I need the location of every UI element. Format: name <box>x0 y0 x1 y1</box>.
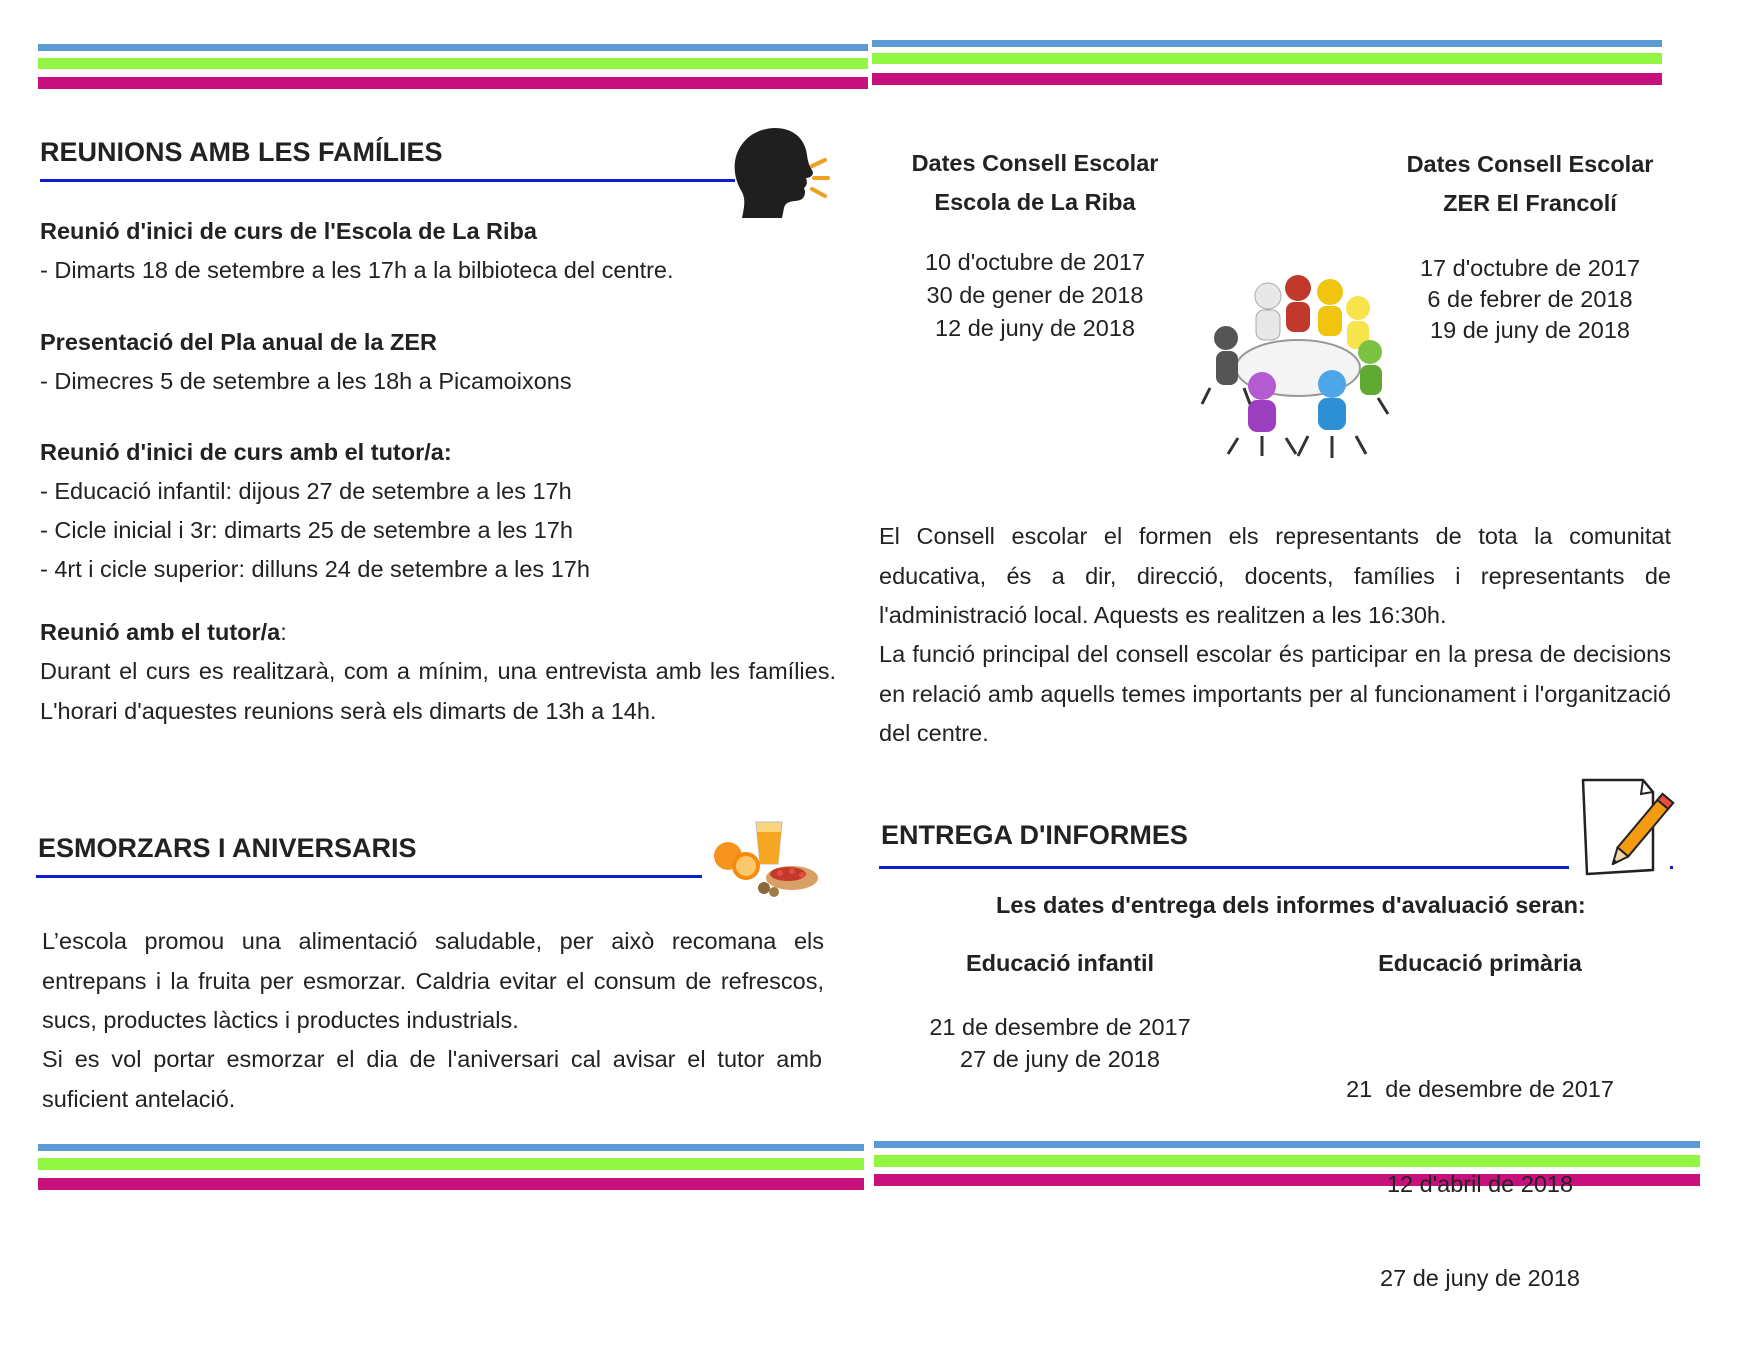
informes-infantil-date-1: 21 de desembre de 2017 <box>929 1014 1191 1040</box>
informes-title-rule-end <box>1670 866 1673 869</box>
consell-right-title-1: Dates Consell Escolar <box>1406 151 1654 177</box>
breakfast-food-icon <box>712 818 822 898</box>
paper-pencil-icon <box>1575 776 1669 876</box>
reunions-item-3-line-1: - Educació infantil: dijous 27 de setembre a les 17h <box>40 478 572 504</box>
consell-right-dates <box>1385 253 1675 346</box>
consell-right-title-2: ZER El Francolí <box>1443 190 1617 216</box>
consell-left-title-2: Escola de La Riba <box>934 189 1136 215</box>
informes-title: ENTREGA D'INFORMES <box>881 820 1188 850</box>
reunions-item-3-heading: Reunió d'inici de curs amb el tutor/a: <box>40 439 452 465</box>
informes-infantil-block <box>900 944 1220 1075</box>
consell-left-dates <box>880 246 1190 345</box>
reunions-title-rule <box>40 179 735 182</box>
informes-intro: Les dates d'entrega dels informes d'avaluació seran: <box>996 892 1586 918</box>
reunions-item-1-heading: Reunió d'inici de curs de l'Escola de La Riba <box>40 218 537 244</box>
consell-right-date-3: 19 de juny de 2018 <box>1430 317 1630 343</box>
reunions-item-3-line-3: - 4rt i cicle superior: dilluns 24 de setembre a les 17h <box>40 556 590 582</box>
tutor-heading-label: Reunió amb el tutor/a <box>40 619 281 645</box>
reunions-item-2-heading: Presentació del Pla anual de la ZER <box>40 329 438 355</box>
consell-left-block <box>880 144 1190 345</box>
esmorzars-paragraph-1: L’escola promou una alimentació saludable, per això recomana els entrepans i la fruita per esmorzar. Caldria evitar el consum de refrescos, sucs, productes làctics i productes industrials. <box>42 928 824 1033</box>
informes-infantil-title: Educació infantil <box>965 950 1155 976</box>
informes-primaria-dates <box>1320 1011 1640 1358</box>
consell-left-date-1: 10 d'octubre de 2017 <box>924 249 1146 275</box>
consell-right-block <box>1385 145 1675 346</box>
informes-title-rule <box>879 866 1569 869</box>
tutor-text: Durant el curs es realitzarà, com a mínim, una entrevista amb les famílies. L'horari d'aquestes reunions serà els dimarts de 13h a 14h. <box>40 658 836 724</box>
reunions-item-2-line-1: - Dimecres 5 de setembre a les 18h a Picamoixons <box>40 368 572 394</box>
tutor-heading-colon: : <box>280 619 287 645</box>
consell-left-title-1: Dates Consell Escolar <box>911 150 1159 176</box>
informes-primaria-date-2: 12 d'abril de 2018 <box>1386 1170 1574 1197</box>
consell-paragraph-1: El Consell escolar el formen els representants de tota la comunitat educativa, és a dir, direcció, docents, famílies i representants de l'administració local. Aquests es realitzen a les 16:30h. <box>879 523 1671 628</box>
reunions-title: REUNIONS AMB LES FAMÍLIES <box>40 137 443 167</box>
informes-infantil-dates <box>900 1011 1220 1075</box>
informes-primaria-block <box>1320 944 1640 1358</box>
informes-primaria-date-3: 27 de juny de 2018 <box>1380 1265 1580 1291</box>
consell-right-date-2: 6 de febrer de 2018 <box>1427 286 1633 312</box>
informes-primaria-date-1: 21 de desembre de 2017 <box>1346 1076 1614 1102</box>
reunions-item-1-line-1: - Dimarts 18 de setembre a les 17h a la bilbioteca del centre. <box>40 257 674 283</box>
informes-primaria-title: Educació primària <box>1378 950 1582 976</box>
esmorzars-title-rule <box>36 875 702 878</box>
esmorzars-paragraph-2: Si es vol portar esmorzar el dia de l'aniversari cal avisar el tutor amb suficient antelació. <box>42 1046 822 1112</box>
esmorzars-title: ESMORZARS I ANIVERSARIS <box>38 833 417 863</box>
consell-right-date-1: 17 d'octubre de 2017 <box>1419 255 1641 281</box>
tutor-heading <box>40 613 287 653</box>
consell-left-date-3: 12 de juny de 2018 <box>935 315 1135 341</box>
informes-infantil-date-2: 27 de juny de 2018 <box>960 1046 1160 1072</box>
consell-left-date-2: 30 de gener de 2018 <box>926 282 1144 308</box>
speaking-head-icon <box>728 122 828 222</box>
meeting-round-table-icon <box>1198 268 1393 463</box>
reunions-item-3-line-2: - Cicle inicial i 3r: dimarts 25 de setembre a les 17h <box>40 517 573 543</box>
consell-paragraph-2: La funció principal del consell escolar és participar en la presa de decisions en relació amb aquells temes importants per al funcionament i l'organització del centre. <box>879 641 1671 746</box>
